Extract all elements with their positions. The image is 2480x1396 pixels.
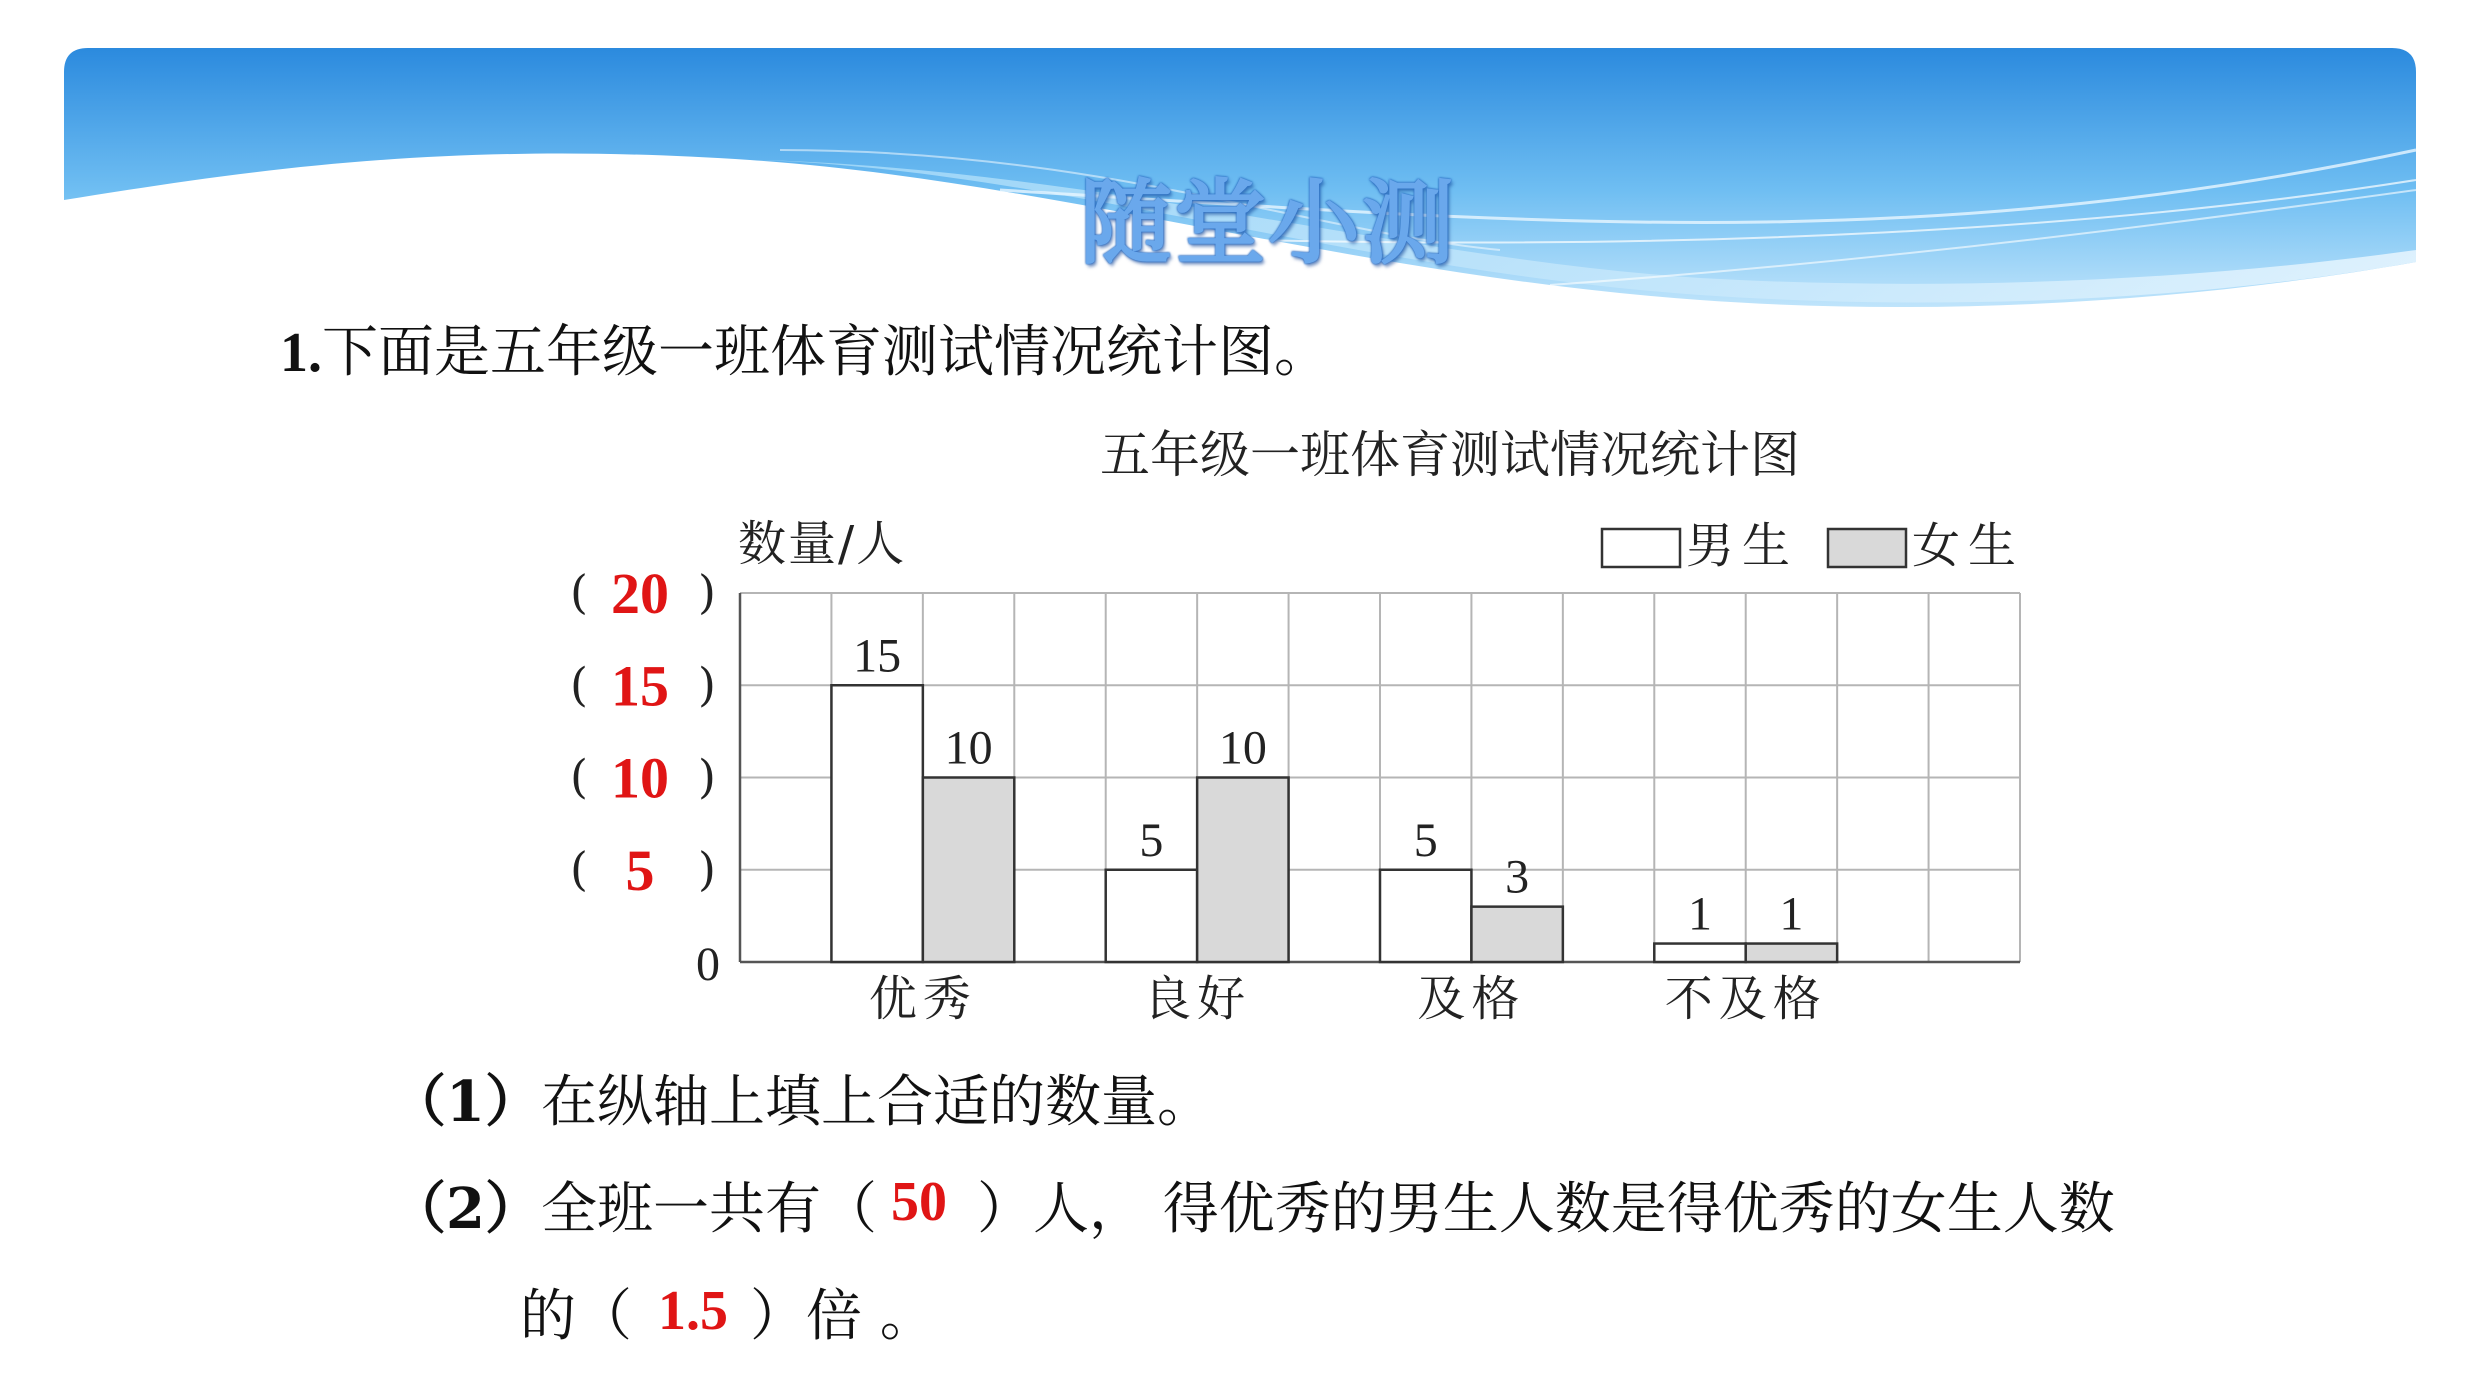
data-label: 1 <box>1779 887 1804 941</box>
y-tick-answer: 15 <box>611 653 669 719</box>
bar-boys <box>1106 870 1197 962</box>
tick-paren-close: ) <box>698 841 716 896</box>
chart-legend <box>1602 518 2024 574</box>
sub2-part2: ）人， 得优秀的男生人数是得优秀的女生人数 <box>976 1177 2115 1242</box>
data-label: 3 <box>1505 850 1530 904</box>
y-tick-answer: 20 <box>611 561 669 626</box>
chart-title: 五年级一班体育测试情况统计图 <box>1100 426 1800 484</box>
data-label: 5 <box>1139 813 1164 867</box>
sub1-text: 在纵轴上填上合适的数量。 <box>540 1070 1213 1135</box>
answer-total-students: 50 <box>890 1171 947 1233</box>
y-tick-answer: 10 <box>611 745 669 811</box>
sub2-part4: ）倍 。 <box>750 1284 936 1349</box>
sub2-part3: 的（ <box>520 1284 632 1349</box>
question-text: 下面是五年级一班体育测试情况统计图。 <box>322 320 1330 385</box>
data-label: 5 <box>1413 813 1438 867</box>
legend-swatch <box>1602 529 1680 567</box>
tick-paren-open: ( <box>570 565 588 619</box>
tick-paren-close: ) <box>698 749 716 804</box>
category-label: 及格 <box>1417 971 1526 1027</box>
y-tick-answer: 5 <box>625 837 655 903</box>
question-number: 1. <box>280 322 322 384</box>
sub-question-1 <box>390 1058 1213 1138</box>
y-axis-label: 数量/人 <box>738 516 907 572</box>
bar-boys <box>1380 870 1471 962</box>
tick-paren-open: ( <box>570 657 588 712</box>
banner-title: 随堂小测 <box>1080 170 1457 277</box>
category-label: 良好 <box>1143 971 1252 1027</box>
bar-girls <box>1471 907 1562 962</box>
legend-swatch <box>1828 529 1906 567</box>
tick-paren-close: ) <box>698 565 716 619</box>
bar-girls <box>1746 944 1837 962</box>
sub2-part1: 全班一共有（ <box>540 1177 877 1242</box>
legend-label: 女生 <box>1912 518 2025 574</box>
tick-paren-open: ( <box>570 841 588 896</box>
bar-girls <box>1197 778 1288 963</box>
tick-paren-close: ) <box>698 657 716 712</box>
data-label: 10 <box>944 721 993 775</box>
data-label: 1 <box>1688 887 1712 941</box>
y-tick-label: 0 <box>696 938 720 991</box>
answer-ratio: 1.5 <box>658 1280 728 1342</box>
sub2-label: （2） <box>390 1176 541 1242</box>
bar-boys <box>831 685 922 962</box>
sub1-label: （1） <box>390 1069 541 1135</box>
category-label: 不及格 <box>1664 971 1827 1027</box>
legend-label: 男生 <box>1686 518 1799 574</box>
category-label: 优秀 <box>868 971 977 1027</box>
bar-girls <box>923 778 1014 963</box>
bar-boys <box>1654 944 1745 962</box>
sub-question-2 <box>390 1165 2115 1245</box>
tick-paren-open: ( <box>570 749 588 804</box>
data-label: 10 <box>1218 721 1267 775</box>
sub-question-2-cont <box>520 1272 936 1352</box>
data-label: 15 <box>853 629 902 683</box>
